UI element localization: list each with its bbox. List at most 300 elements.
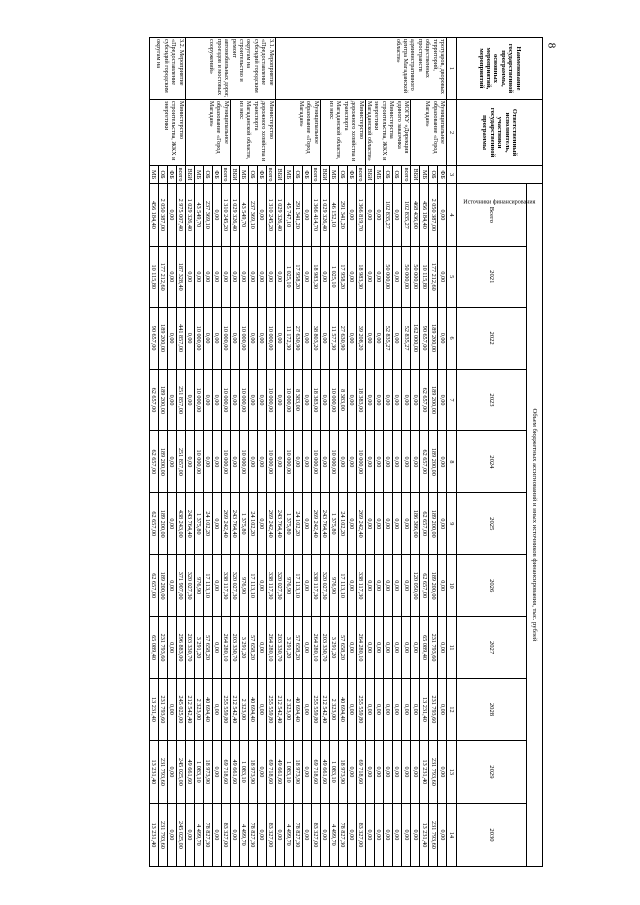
column-number: 1 xyxy=(447,38,457,100)
amount-cell: 187 328,40 xyxy=(176,246,185,307)
amount-cell: 203 330,70 xyxy=(230,617,239,679)
funding-source: МБ xyxy=(374,166,383,184)
amount-cell: 62 657,00 xyxy=(149,431,158,493)
amount-cell: 83 327,00 xyxy=(356,803,365,866)
amount-cell: 0,00 xyxy=(392,183,401,246)
funding-source: всего xyxy=(402,167,410,182)
amount-cell: 0,00 xyxy=(167,803,176,866)
amount-cell: 13 231,40 xyxy=(149,740,158,803)
amount-cell: 0,00 xyxy=(203,307,212,369)
amount-cell: 0,00 xyxy=(374,555,383,617)
table-row xyxy=(221,38,230,867)
amount-cell: 212 542,40 xyxy=(230,679,239,741)
amount-cell: 237 369,10 xyxy=(248,183,257,246)
table-row xyxy=(438,38,447,867)
amount-cell: 0,00 xyxy=(248,307,257,369)
amount-cell: 320 027,30 xyxy=(275,555,284,617)
amount-cell: 120 050,00 xyxy=(411,555,420,617)
column-number: 9 xyxy=(447,493,457,555)
amount-cell: 237 369,10 xyxy=(203,183,212,246)
amount-cell: 0,00 xyxy=(374,803,383,866)
amount-cell: 40 694,40 xyxy=(248,679,257,741)
amount-cell: 0,00 xyxy=(302,679,311,741)
amount-cell: 189 200,00 xyxy=(158,307,167,369)
funding-source: всего xyxy=(312,167,320,182)
amount-cell: 10 000,00 xyxy=(329,431,338,493)
funding-source: ВБИ xyxy=(320,166,329,184)
amount-cell: 1 029 326,40 xyxy=(230,183,239,246)
amount-cell: 65 089,40 xyxy=(149,617,158,679)
amount-cell: 17 958,20 xyxy=(293,246,302,307)
amount-cell: 69 718,60 xyxy=(221,740,230,803)
amount-cell: 0,00 xyxy=(374,431,383,493)
amount-cell: 13 231,40 xyxy=(149,679,158,741)
amount-cell: 264 280,10 xyxy=(221,617,230,679)
amount-cell: 1 310 245,20 xyxy=(266,183,275,246)
header-year-2021: 2021 xyxy=(457,246,527,307)
amount-cell: 62 657,00 xyxy=(420,555,429,617)
amount-cell: 243 764,40 xyxy=(230,493,239,555)
amount-cell: 0,00 xyxy=(212,493,221,555)
amount-cell: 24 102,20 xyxy=(338,493,347,555)
funding-source: МБ xyxy=(149,166,158,184)
funding-source: ВБИ xyxy=(275,166,284,184)
responsible-executor: Муниципальное образование «Город Магадан» xyxy=(411,99,447,165)
amount-cell: 0,00 xyxy=(167,555,176,617)
amount-cell: 90 657,00 xyxy=(149,307,158,369)
amount-cell: 2 323,00 xyxy=(239,679,248,741)
amount-cell: 251 857,00 xyxy=(176,431,185,493)
amount-cell: 0,00 xyxy=(392,493,401,555)
amount-cell: 0,00 xyxy=(383,679,392,741)
amount-cell: 0,00 xyxy=(257,493,266,555)
amount-cell: 0,00 xyxy=(167,431,176,493)
amount-cell: 0,00 xyxy=(383,493,392,555)
amount-cell: 0,00 xyxy=(266,246,275,307)
amount-cell: 49 661,60 xyxy=(275,740,284,803)
amount-cell: 52 835,27 xyxy=(383,307,392,369)
funding-source: МБ xyxy=(284,166,293,184)
amount-cell: 189 200,00 xyxy=(429,307,438,369)
amount-cell: 0,00 xyxy=(374,493,383,555)
amount-cell: 264 280,10 xyxy=(311,617,320,679)
amount-cell: 24 102,20 xyxy=(293,493,302,555)
amount-cell: 10 000,00 xyxy=(329,369,338,431)
amount-cell: 0,00 xyxy=(185,369,194,431)
amount-cell: 0,00 xyxy=(374,617,383,679)
amount-cell: 441 857,00 xyxy=(176,307,185,369)
amount-cell: 4 499,70 xyxy=(329,803,338,866)
amount-cell: 2 975 007,40 xyxy=(176,183,185,246)
amount-cell: 0,00 xyxy=(275,803,284,866)
amount-cell: 1 310 245,20 xyxy=(221,183,230,246)
table-row xyxy=(356,38,365,867)
amount-cell: 0,00 xyxy=(383,431,392,493)
amount-cell: 0,00 xyxy=(212,617,221,679)
amount-cell: 0,00 xyxy=(212,803,221,866)
amount-cell: 0,00 xyxy=(320,803,329,866)
amount-cell: 255 559,80 xyxy=(311,679,320,741)
amount-cell: 0,00 xyxy=(167,307,176,369)
amount-cell: 57 658,20 xyxy=(203,617,212,679)
amount-cell: 2 323,00 xyxy=(194,679,203,741)
amount-cell: 0,00 xyxy=(392,555,401,617)
amount-cell: 0,00 xyxy=(347,555,356,617)
amount-cell: 0,00 xyxy=(248,246,257,307)
amount-cell: 0,00 xyxy=(438,493,447,555)
amount-cell: 976,90 xyxy=(239,555,248,617)
amount-cell: 0,00 xyxy=(365,307,374,369)
amount-cell: 18 383,00 xyxy=(311,369,320,431)
financing-table xyxy=(149,37,543,867)
amount-cell: 4 499,70 xyxy=(194,803,203,866)
amount-cell: 0,00 xyxy=(302,307,311,369)
amount-cell: 43 549,70 xyxy=(239,183,248,246)
amount-cell: 1 083,10 xyxy=(329,740,338,803)
funding-source: МБ xyxy=(194,166,203,184)
amount-cell: 50 000,00 xyxy=(401,246,410,307)
amount-cell: 2 050 387,00 xyxy=(158,183,167,246)
amount-cell: 17 958,20 xyxy=(338,246,347,307)
table-row xyxy=(401,38,410,867)
amount-cell: 0,00 xyxy=(185,431,194,493)
amount-cell: 269 242,40 xyxy=(356,493,365,555)
amount-cell: 0,00 xyxy=(374,307,383,369)
header-year-2023: 2023 xyxy=(457,369,527,431)
header-name: Наименование государственной программы, основных мероприятий, мероприятий xyxy=(457,38,543,100)
amount-cell: 49 661,60 xyxy=(185,740,194,803)
header-year-2022: 2022 xyxy=(457,307,527,369)
amount-cell: 976,90 xyxy=(329,555,338,617)
amount-cell: 338 117,30 xyxy=(311,555,320,617)
amount-cell: 69 718,60 xyxy=(356,740,365,803)
column-number: 10 xyxy=(447,555,457,617)
responsible-executor: МОГКУ «Дирекция единого заказчика Министерства строительства, ЖКХ и энергетики Магаданской области» xyxy=(365,99,410,165)
amount-cell: 0,00 xyxy=(411,803,420,866)
amount-cell: 0,00 xyxy=(438,307,447,369)
header-year-2028: 2028 xyxy=(457,679,527,741)
amount-cell: 4 499,70 xyxy=(239,803,248,866)
funding-source: ОБ xyxy=(248,166,257,184)
amount-cell: 0,00 xyxy=(203,246,212,307)
amount-cell: 0,00 xyxy=(401,740,410,803)
amount-cell: 0,00 xyxy=(302,617,311,679)
amount-cell: 78 827,30 xyxy=(293,803,302,866)
amount-cell: 0,00 xyxy=(212,307,221,369)
amount-cell: 0,00 xyxy=(212,183,221,246)
amount-cell: 212 542,40 xyxy=(185,679,194,741)
amount-cell: 0,00 xyxy=(302,431,311,493)
amount-cell: 10 000,00 xyxy=(221,369,230,431)
amount-cell: 0,00 xyxy=(347,803,356,866)
amount-cell: 0,00 xyxy=(212,740,221,803)
amount-cell: 13 231,40 xyxy=(420,679,429,741)
amount-cell: 0,00 xyxy=(167,617,176,679)
funding-source: ФБ xyxy=(257,166,266,184)
amount-cell: 1 029 326,40 xyxy=(275,183,284,246)
amount-cell: 231 793,60 xyxy=(429,679,438,741)
funding-source: МБ xyxy=(420,166,429,184)
column-number: 4 xyxy=(447,183,457,246)
amount-cell: 0,00 xyxy=(293,431,302,493)
amount-cell: 8 383,00 xyxy=(293,369,302,431)
header-year-2027: 2027 xyxy=(457,617,527,679)
amount-cell: 24 102,20 xyxy=(248,493,257,555)
funding-source: ФБ xyxy=(212,166,221,184)
amount-cell: 83 327,00 xyxy=(311,803,320,866)
amount-cell: 69 718,60 xyxy=(266,740,275,803)
amount-cell: 0,00 xyxy=(365,679,374,741)
amount-cell: 0,00 xyxy=(365,740,374,803)
amount-cell: 976,90 xyxy=(194,555,203,617)
amount-cell: 10 000,00 xyxy=(266,369,275,431)
amount-cell: 10 000,00 xyxy=(194,307,203,369)
amount-cell: 50 000,00 xyxy=(383,246,392,307)
amount-cell: 0,00 xyxy=(392,431,401,493)
amount-cell: 1 375,80 xyxy=(194,493,203,555)
responsible-executor: Муниципальное образование «Город Магадан» xyxy=(275,99,320,165)
amount-cell: 0,00 xyxy=(438,555,447,617)
amount-cell: 90 657,00 xyxy=(420,307,429,369)
amount-cell: 186 386,00 xyxy=(411,493,420,555)
amount-cell: 0,00 xyxy=(230,307,239,369)
amount-cell: 189 200,00 xyxy=(429,431,438,493)
amount-cell: 0,00 xyxy=(302,740,311,803)
amount-cell: 62 657,00 xyxy=(149,555,158,617)
funding-source: всего xyxy=(357,167,365,182)
funding-source: ОБ xyxy=(429,166,438,184)
amount-cell: 0,00 xyxy=(320,307,329,369)
amount-cell: 0,00 xyxy=(230,431,239,493)
amount-cell: 203 330,70 xyxy=(275,617,284,679)
amount-cell: 0,00 xyxy=(275,246,284,307)
amount-cell: 0,00 xyxy=(438,803,447,866)
amount-cell: 46 152,10 xyxy=(329,183,338,246)
amount-cell: 338 117,30 xyxy=(221,555,230,617)
amount-cell: 0,00 xyxy=(392,307,401,369)
amount-cell: 0,00 xyxy=(411,431,420,493)
amount-cell: 78 827,30 xyxy=(338,803,347,866)
amount-cell: 177 212,60 xyxy=(158,246,167,307)
amount-cell: 0,00 xyxy=(392,679,401,741)
funding-source: ВБИ xyxy=(411,166,420,184)
amount-cell: 62 657,00 xyxy=(149,493,158,555)
column-number: 7 xyxy=(447,369,457,431)
amount-cell: 13 231,40 xyxy=(149,803,158,866)
amount-cell: 203 330,70 xyxy=(320,617,329,679)
amount-cell: 3 291,20 xyxy=(194,617,203,679)
amount-cell: 0,00 xyxy=(257,679,266,741)
amount-cell: 78 827,30 xyxy=(203,803,212,866)
amount-cell: 27 630,90 xyxy=(338,307,347,369)
amount-cell: 189 200,00 xyxy=(158,493,167,555)
amount-cell: 3 291,20 xyxy=(329,617,338,679)
amount-cell: 0,00 xyxy=(185,307,194,369)
amount-cell: 0,00 xyxy=(257,431,266,493)
header-year-2026: 2026 xyxy=(457,555,527,617)
amount-cell: 0,00 xyxy=(347,493,356,555)
amount-cell: 1 375,80 xyxy=(284,493,293,555)
amount-cell: 0,00 xyxy=(383,803,392,866)
amount-cell: 11 577,30 xyxy=(329,307,338,369)
amount-cell: 0,00 xyxy=(401,555,410,617)
amount-cell: 0,00 xyxy=(302,803,311,866)
amount-cell: 2 323,00 xyxy=(329,679,338,741)
amount-cell: 231 793,60 xyxy=(429,740,438,803)
amount-cell: 0,00 xyxy=(347,679,356,741)
amount-cell: 0,00 xyxy=(212,555,221,617)
header-year-2030: 2030 xyxy=(457,803,527,866)
funding-source: ОБ xyxy=(383,166,392,184)
amount-cell: 231 793,60 xyxy=(158,679,167,741)
amount-cell: 0,00 xyxy=(257,740,266,803)
amount-cell: 10 000,00 xyxy=(194,369,203,431)
funding-source: ВБИ xyxy=(185,166,194,184)
amount-cell: 189 200,00 xyxy=(429,369,438,431)
amount-cell: 0,00 xyxy=(203,431,212,493)
funding-source: ОБ xyxy=(158,166,167,184)
amount-cell: 0,00 xyxy=(438,617,447,679)
amount-cell: 0,00 xyxy=(239,246,248,307)
page-number: 8 xyxy=(545,42,558,49)
amount-cell: 231 793,60 xyxy=(158,803,167,866)
funding-source: ФБ xyxy=(302,166,311,184)
amount-cell: 231 793,60 xyxy=(429,803,438,866)
amount-cell: 40 694,40 xyxy=(293,679,302,741)
amount-cell: 0,00 xyxy=(365,369,374,431)
amount-cell: 40 694,40 xyxy=(203,679,212,741)
amount-cell: 39 208,20 xyxy=(356,307,365,369)
amount-cell: 0,00 xyxy=(275,307,284,369)
amount-cell: 1 083,10 xyxy=(194,740,203,803)
amount-cell: 269 242,40 xyxy=(221,493,230,555)
amount-cell: 177 212,60 xyxy=(429,246,438,307)
amount-cell: 0,00 xyxy=(257,617,266,679)
header-volume: Объем бюджетных ассигнований и иных источников финансирования, тыс. рублей xyxy=(527,183,543,866)
amount-cell: 0,00 xyxy=(365,803,374,866)
header-total: Всего xyxy=(457,183,527,246)
amount-cell: 69 718,60 xyxy=(311,740,320,803)
amount-cell: 0,00 xyxy=(248,369,257,431)
amount-cell: 269 242,40 xyxy=(311,493,320,555)
amount-cell: 0,00 xyxy=(374,679,383,741)
funding-source: ФБ xyxy=(167,166,176,184)
amount-cell: 1 375,80 xyxy=(329,493,338,555)
amount-cell: 189 200,00 xyxy=(429,555,438,617)
amount-cell: 0,00 xyxy=(347,740,356,803)
funding-source: ОБ xyxy=(392,166,401,184)
amount-cell: 269 242,40 xyxy=(266,493,275,555)
amount-cell: 1 366 819,70 xyxy=(356,183,365,246)
amount-cell: 203 330,70 xyxy=(185,617,194,679)
column-number: 12 xyxy=(447,679,457,741)
amount-cell: 243 764,40 xyxy=(185,493,194,555)
amount-cell: 1 083,10 xyxy=(284,740,293,803)
amount-cell: 0,00 xyxy=(365,493,374,555)
amount-cell: 338 117,30 xyxy=(356,555,365,617)
amount-cell: 2 323,00 xyxy=(284,679,293,741)
amount-cell: 0,00 xyxy=(392,740,401,803)
column-number: 6 xyxy=(447,307,457,369)
amount-cell: 102 835,27 xyxy=(401,183,410,246)
amount-cell: 0,00 xyxy=(221,246,230,307)
table-row xyxy=(266,38,275,867)
amount-cell: 0,00 xyxy=(374,246,383,307)
responsible-executor: Муниципальное образование «Город Магадан» xyxy=(185,99,230,165)
amount-cell: 0,00 xyxy=(302,493,311,555)
amount-cell: 0,00 xyxy=(167,246,176,307)
amount-cell: 0,00 xyxy=(347,369,356,431)
amount-cell: 10 115,80 xyxy=(149,246,158,307)
amount-cell: 18 383,00 xyxy=(356,369,365,431)
amount-cell: 17 113,10 xyxy=(248,555,257,617)
amount-cell: 189 200,00 xyxy=(429,493,438,555)
amount-cell: 0,00 xyxy=(347,246,356,307)
amount-cell: 0,00 xyxy=(438,183,447,246)
amount-cell: 62 657,00 xyxy=(149,369,158,431)
amount-cell: 3 291,20 xyxy=(239,617,248,679)
amount-cell: 162 000,00 xyxy=(411,307,420,369)
amount-cell: 245 025,00 xyxy=(176,803,185,866)
funding-source: всего xyxy=(267,167,275,182)
funding-source: ВБИ xyxy=(230,166,239,184)
responsible-executor: Министерство дорожного хозяйства и транспорта Магаданской области, из них: xyxy=(320,99,365,165)
amount-cell: 18 973,90 xyxy=(248,740,257,803)
amount-cell: 0,00 xyxy=(347,183,356,246)
amount-cell: 10 000,00 xyxy=(284,369,293,431)
amount-cell: 45 747,10 xyxy=(284,183,293,246)
amount-cell: 0,00 xyxy=(411,617,420,679)
amount-cell: 83 327,00 xyxy=(221,803,230,866)
amount-cell: 0,00 xyxy=(320,369,329,431)
amount-cell: 0,00 xyxy=(230,246,239,307)
amount-cell: 320 027,30 xyxy=(230,555,239,617)
amount-cell: 0,00 xyxy=(401,617,410,679)
funding-source: ОБ xyxy=(203,166,212,184)
amount-cell: 245 025,00 xyxy=(176,679,185,741)
funding-source: МБ xyxy=(239,166,248,184)
amount-cell: 0,00 xyxy=(411,740,420,803)
amount-cell: 10 000,00 xyxy=(221,431,230,493)
amount-cell: 0,00 xyxy=(212,679,221,741)
amount-cell: 0,00 xyxy=(230,803,239,866)
amount-cell: 38 803,20 xyxy=(311,307,320,369)
amount-cell: 296 883,00 xyxy=(176,617,185,679)
amount-cell: 456 184,40 xyxy=(420,183,429,246)
amount-cell: 0,00 xyxy=(302,246,311,307)
amount-cell: 0,00 xyxy=(347,431,356,493)
amount-cell: 0,00 xyxy=(257,246,266,307)
amount-cell: 189 200,00 xyxy=(158,555,167,617)
amount-cell: 976,90 xyxy=(284,555,293,617)
amount-cell: 0,00 xyxy=(302,555,311,617)
measure-name: 3.1. Мероприятие «Предоставление субсидий городским округам на строительство и ремонт автомобильных дорог, проездов и мостовых сооружений» xyxy=(185,38,275,100)
amount-cell: 11 172,30 xyxy=(284,307,293,369)
amount-cell: 62 657,00 xyxy=(420,369,429,431)
amount-cell: 0,00 xyxy=(392,246,401,307)
amount-cell: 0,00 xyxy=(365,617,374,679)
measure-name: тротуаров, дворовых территорий, общественных пространств административного центра Магаданской области» xyxy=(275,38,446,100)
amount-cell: 2 050 387,00 xyxy=(429,183,438,246)
amount-cell: 57 658,20 xyxy=(248,617,257,679)
amount-cell: 0,00 xyxy=(257,183,266,246)
amount-cell: 83 327,00 xyxy=(266,803,275,866)
amount-cell: 1 366 414,70 xyxy=(311,183,320,246)
amount-cell: 10 000,00 xyxy=(194,431,203,493)
amount-cell: 0,00 xyxy=(257,555,266,617)
amount-cell: 1 375,80 xyxy=(239,493,248,555)
amount-cell: 13 231,40 xyxy=(420,740,429,803)
